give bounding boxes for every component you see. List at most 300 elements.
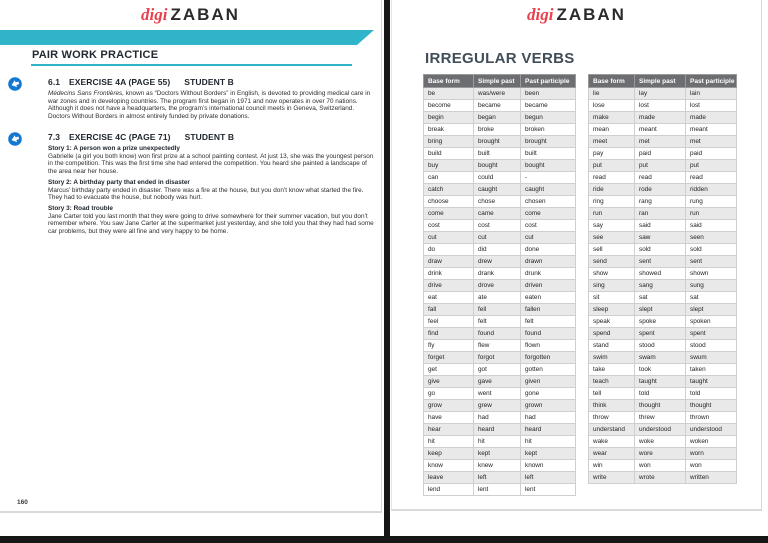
brand-digi: digi [141,5,168,24]
verb-row [424,88,576,100]
verb-cell: sleep [589,304,635,316]
verb-cell: left [474,472,521,484]
verb-cell: drawn [521,256,576,268]
verb-cell: sold [635,244,686,256]
verb-cell: mean [589,124,635,136]
verb-cell: sold [686,244,737,256]
spread-center-divider [384,0,390,543]
verb-cell: wake [589,436,635,448]
verb-cell: taught [635,376,686,388]
paragraph-text: known as “Doctors Without Borders” in English, is devoted to providing medical care in war zones and in developing countries. The program first began in 1971 and now operates in over 70 nations. Although it does not have a headquarters, the program’s international council meets in Geneva, Switzerland. Doctors Without Borders in almost entirely funded by private donations. [48,90,371,121]
verb-row [424,388,576,400]
verb-row [589,100,737,112]
verb-cell: leave [424,472,474,484]
verb-cell: spent [635,328,686,340]
verb-cell: flew [474,340,521,352]
verb-cell: heard [521,424,576,436]
verb-cell: sent [635,256,686,268]
verb-cell: understood [686,424,737,436]
verb-row [424,268,576,280]
verb-cell: - [521,172,576,184]
verb-cell: was/were [474,88,521,100]
verb-cell: lie [589,88,635,100]
verb-cell: threw [635,412,686,424]
verb-cell: found [521,328,576,340]
verb-cell: made [635,112,686,124]
verb-row [424,208,576,220]
verb-cell: saw [635,232,686,244]
exercise-6-1 [48,77,374,121]
verb-cell: build [424,148,474,160]
verb-cell: won [686,460,737,472]
verb-cell: keep [424,448,474,460]
verb-cell: lent [521,484,576,496]
verb-cell: fell [474,304,521,316]
story-1-heading: Story 1: A person won a prize unexpectedly [48,145,180,152]
verb-row [424,172,576,184]
verb-cell: fall [424,304,474,316]
verb-row [589,148,737,160]
verb-cell: went [474,388,521,400]
verb-row [589,352,737,364]
verb-cell: put [686,160,737,172]
verb-cell: cut [474,232,521,244]
verb-cell: hear [424,424,474,436]
verb-cell: read [686,172,737,184]
verb-cell: feel [424,316,474,328]
verb-cell: do [424,244,474,256]
verb-cell: understand [589,424,635,436]
verb-cell: brought [474,136,521,148]
verb-cell: sung [686,280,737,292]
verb-row [589,376,737,388]
verb-cell: brought [521,136,576,148]
verb-cell: said [686,220,737,232]
verb-cell: ride [589,184,635,196]
right-page [391,0,762,511]
verb-cell: drunk [521,268,576,280]
verb-cell: left [521,472,576,484]
verb-cell: cut [521,232,576,244]
verb-row [424,340,576,352]
verb-row [589,412,737,424]
verb-row [424,316,576,328]
verb-cell: draw [424,256,474,268]
verb-cell: taken [686,364,737,376]
verb-row [589,196,737,208]
verb-cell: made [686,112,737,124]
verb-cell: met [686,136,737,148]
verb-row [589,436,737,448]
col-header-simple-past: Simple past [635,75,686,88]
exercise-paragraph [48,90,374,121]
exercise-title: EXERCISE 4A (PAGE 55) [69,77,171,87]
verb-cell: know [424,460,474,472]
verb-cell: lay [635,88,686,100]
brand-logo [392,5,761,25]
verb-row [424,232,576,244]
verb-cell: thought [686,400,737,412]
exercise-number: 6.1 [48,77,61,87]
verb-row [589,388,737,400]
verb-row [589,220,737,232]
verb-cell: grow [424,400,474,412]
verb-cell: rang [635,196,686,208]
verb-row [589,256,737,268]
verb-cell: met [635,136,686,148]
verb-cell: got [474,364,521,376]
verb-row [589,340,737,352]
verb-row [424,196,576,208]
bottom-black-bar [0,536,768,543]
verb-cell: caught [474,184,521,196]
verb-cell: become [424,100,474,112]
verb-cell: thrown [686,412,737,424]
verb-row [424,364,576,376]
verb-row [424,412,576,424]
story-2-text: Marcus’ birthday party ended in disaster. There was a fire at the house, but you don’t know what started the fire. They had to evacuate the house, but nobody was hurt. [48,186,364,202]
verb-cell: done [521,244,576,256]
verb-cell: ridden [686,184,737,196]
brand-logo [0,5,381,25]
verb-cell: showed [635,268,686,280]
verb-cell: spoken [686,316,737,328]
verb-row [424,160,576,172]
verb-cell: slept [635,304,686,316]
title-underline [31,64,352,66]
verb-cell: sat [686,292,737,304]
verb-cell: lain [686,88,737,100]
verb-cell: seen [686,232,737,244]
verb-row [424,136,576,148]
verb-cell: sit [589,292,635,304]
verb-cell: make [589,112,635,124]
verb-row [589,316,737,328]
verb-cell: stand [589,340,635,352]
italic-lead: Médecins Sans Frontières, [48,90,125,97]
verb-cell: meant [686,124,737,136]
verb-cell: worn [686,448,737,460]
verb-cell: read [635,172,686,184]
verb-row [424,220,576,232]
verb-cell: kept [474,448,521,460]
verb-cell: became [521,100,576,112]
back-arrow-icon[interactable] [7,131,23,147]
verb-cell: sell [589,244,635,256]
verb-cell: built [474,148,521,160]
col-header-past-participle: Past participle [686,75,737,88]
verb-cell: grown [521,400,576,412]
verb-cell: flown [521,340,576,352]
verb-row [424,376,576,388]
verb-row [424,400,576,412]
verb-cell: come [521,208,576,220]
table-header-row [589,75,737,88]
story-3-heading: Story 3: Road trouble [48,204,113,212]
verb-row [589,328,737,340]
brand-zaban: ZABAN [556,5,626,24]
verb-row [424,148,576,160]
verb-cell: gone [521,388,576,400]
exercise-7-3 [48,132,374,236]
verb-cell: spend [589,328,635,340]
verb-cell: find [424,328,474,340]
verb-row [424,124,576,136]
verb-cell: woken [686,436,737,448]
verb-row [589,424,737,436]
verb-row [589,400,737,412]
verb-cell: shown [686,268,737,280]
exercise-heading [48,77,374,87]
section-title: PAIR WORK PRACTICE [32,49,159,61]
verb-row [424,244,576,256]
verb-row [424,292,576,304]
verb-cell: rode [635,184,686,196]
verb-cell: come [424,208,474,220]
verb-cell: did [474,244,521,256]
verb-cell: sang [635,280,686,292]
verb-cell: throw [589,412,635,424]
exercise-student-label: STUDENT B [184,77,234,87]
table-header-row [424,75,576,88]
verb-cell: sat [635,292,686,304]
verb-cell: write [589,472,635,484]
verb-cell: woke [635,436,686,448]
verb-cell: show [589,268,635,280]
verb-cell: drove [474,280,521,292]
verb-cell: thought [635,400,686,412]
verb-cell: gotten [521,364,576,376]
verb-cell: bought [521,160,576,172]
verb-cell: fallen [521,304,576,316]
verb-row [424,112,576,124]
exercise-heading [48,132,374,142]
verb-row [424,352,576,364]
brand-digi: digi [527,5,554,24]
verb-cell: lent [474,484,521,496]
verb-cell: swim [589,352,635,364]
verb-cell: broken [521,124,576,136]
col-header-past-participle: Past participle [521,75,576,88]
verb-cell: lost [635,100,686,112]
verb-cell: slept [686,304,737,316]
verb-cell: ring [589,196,635,208]
verb-row [589,304,737,316]
story-1-text: Gabrielle (a girl you both know) won first prize at a school painting contest. At just 13, she was the youngest person in the competition. This was the first time she had entered the competition. You heard she painted a landscape of the area near her house. [48,152,374,176]
verb-cell: sent [686,256,737,268]
verb-cell: catch [424,184,474,196]
verb-row [589,232,737,244]
verb-cell: lend [424,484,474,496]
verb-cell: ran [635,208,686,220]
verb-cell: forgotten [521,352,576,364]
verb-cell: felt [474,316,521,328]
verb-cell: put [589,160,635,172]
verb-row [589,448,737,460]
verb-row [589,136,737,148]
verb-row [589,184,737,196]
verb-cell: read [589,172,635,184]
page-title: IRREGULAR VERBS [425,50,575,67]
verb-row [424,424,576,436]
verb-cell: told [635,388,686,400]
verb-cell: taught [686,376,737,388]
exercise-title: EXERCISE 4C (PAGE 71) [69,132,171,142]
teal-banner [0,30,374,45]
col-header-base-form: Base form [424,75,474,88]
verb-cell: say [589,220,635,232]
verb-row [589,472,737,484]
verb-cell: run [686,208,737,220]
verb-cell: hit [521,436,576,448]
verb-cell: meet [589,136,635,148]
verb-cell: meant [635,124,686,136]
verb-cell: put [635,160,686,172]
verb-cell: cost [424,220,474,232]
verb-cell: think [589,400,635,412]
verb-cell: swum [686,352,737,364]
verb-cell: found [474,328,521,340]
page-number: 160 [17,499,28,506]
verb-cell: spent [686,328,737,340]
verb-cell: speak [589,316,635,328]
verb-row [424,280,576,292]
col-header-simple-past: Simple past [474,75,521,88]
verb-cell: go [424,388,474,400]
verb-cell: eat [424,292,474,304]
verb-cell: forgot [474,352,521,364]
verb-cell: can [424,172,474,184]
verb-cell: rung [686,196,737,208]
verb-cell: send [589,256,635,268]
verb-cell: drew [474,256,521,268]
verb-cell: hit [474,436,521,448]
verb-cell: win [589,460,635,472]
verb-row [424,472,576,484]
verb-cell: given [521,376,576,388]
verb-row [589,460,737,472]
back-arrow-icon[interactable] [7,76,23,92]
verb-cell: be [424,88,474,100]
verb-cell: get [424,364,474,376]
verb-cell: wore [635,448,686,460]
verb-cell: told [686,388,737,400]
brand-zaban: ZABAN [170,5,240,24]
verb-row [589,208,737,220]
verb-cell: sing [589,280,635,292]
verb-cell: eaten [521,292,576,304]
verb-cell: said [635,220,686,232]
verb-row [424,484,576,496]
exercise-student-label: STUDENT B [184,132,235,142]
verb-cell: built [521,148,576,160]
verb-cell: choose [424,196,474,208]
story-3-text: Jane Carter told you last month that they were going to drive somewhere for their summer vacation, but you don’t remember where. You saw Jane Carter at the supermarket just yesterday, and she told you that they had had some car problems, but they were all fine and very happy to be home. [48,212,374,236]
verb-cell: heard [474,424,521,436]
verb-cell: run [589,208,635,220]
verb-row [589,112,737,124]
exercise-number: 7.3 [48,132,61,142]
irregular-verbs-table-2 [588,74,737,484]
verb-cell: caught [521,184,576,196]
verb-cell: kept [521,448,576,460]
verb-cell: gave [474,376,521,388]
verb-cell: broke [474,124,521,136]
verb-cell: wear [589,448,635,460]
verb-row [424,448,576,460]
verb-cell: came [474,208,521,220]
verb-cell: hit [424,436,474,448]
verb-row [589,268,737,280]
verb-cell: cost [521,220,576,232]
verb-cell: stood [635,340,686,352]
verb-cell: began [474,112,521,124]
verb-row [424,184,576,196]
verb-cell: cost [474,220,521,232]
verb-cell: felt [521,316,576,328]
verb-cell: take [589,364,635,376]
verb-cell: knew [474,460,521,472]
verb-row [424,436,576,448]
verb-row [424,256,576,268]
verb-cell: paid [635,148,686,160]
verb-cell: spoke [635,316,686,328]
verb-cell: paid [686,148,737,160]
verb-row [589,124,737,136]
verb-cell: give [424,376,474,388]
verb-row [589,364,737,376]
verb-cell: buy [424,160,474,172]
verb-cell: understood [635,424,686,436]
verb-row [424,304,576,316]
verb-cell: begin [424,112,474,124]
verb-cell: see [589,232,635,244]
verb-row [424,100,576,112]
verb-cell: driven [521,280,576,292]
verb-cell: chose [474,196,521,208]
story-2-heading: Story 2: A birthday party that ended in disaster [48,178,190,186]
verb-row [589,244,737,256]
verb-row [424,328,576,340]
verb-cell: written [686,472,737,484]
verb-row [589,172,737,184]
verb-cell: bring [424,136,474,148]
verb-cell: became [474,100,521,112]
verb-row [424,460,576,472]
verb-cell: took [635,364,686,376]
verb-cell: won [635,460,686,472]
verb-cell: stood [686,340,737,352]
verb-cell: grew [474,400,521,412]
verb-cell: fly [424,340,474,352]
verb-row [589,280,737,292]
verb-cell: forget [424,352,474,364]
col-header-base-form: Base form [589,75,635,88]
verb-cell: teach [589,376,635,388]
verb-cell: cut [424,232,474,244]
verb-cell: ate [474,292,521,304]
verb-row [589,88,737,100]
verb-cell: could [474,172,521,184]
verb-cell: had [521,412,576,424]
verb-cell: been [521,88,576,100]
verb-cell: pay [589,148,635,160]
left-page [0,0,382,513]
verb-cell: wrote [635,472,686,484]
verb-cell: drive [424,280,474,292]
verb-cell: swam [635,352,686,364]
irregular-verbs-table-1 [423,74,576,496]
